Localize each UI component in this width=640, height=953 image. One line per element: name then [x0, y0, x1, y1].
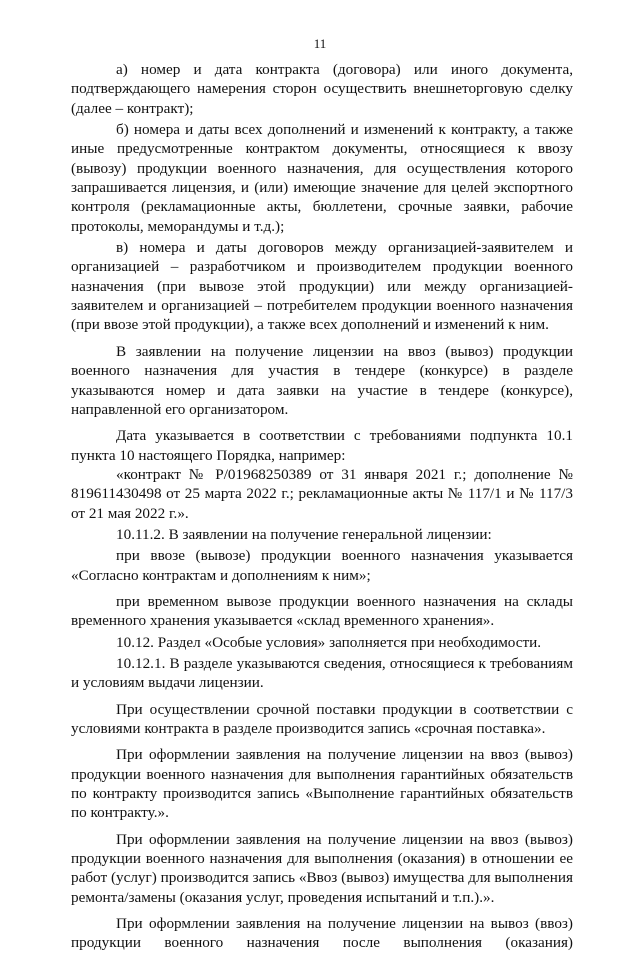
- paragraph-date-rule: Дата указывается в соответствии с требованиями подпункта 10.1 пункта 10 настоящего Порядка, например:: [71, 427, 573, 464]
- paragraph-10-12-1: 10.12.1. В разделе указываются сведения, относящиеся к требованиям и условиям выдачи лицензии.: [71, 654, 573, 692]
- page-number: 11: [313, 36, 327, 51]
- paragraph-urgent-delivery: При осуществлении срочной поставки продукции в соответствии с условиями контракта в разделе производится запись «срочная поставка».: [71, 700, 573, 737]
- paragraph-tender: В заявлении на получение лицензии на ввоз (вывоз) продукции военного назначения для участия в тендере (конкурсе) в разделе указываются номер и дата заявки на участие в тендере (конкурсе), направленной его организатором.: [71, 342, 573, 418]
- paragraph-a: а) номер и дата контракта (договора) или иного документа, подтверждающего намерения сторон осуществить внешнеторговую сделку (далее – контракт);: [71, 61, 573, 117]
- paragraph-10-12: 10.12. Раздел «Особые условия» заполняется при необходимости.: [116, 633, 542, 651]
- paragraph-warranty: При оформлении заявления на получение лицензии на ввоз (вывоз) продукции военного назначения для выполнения гарантийных обязательств по контракту производится запись «Выполнение гарантийных обязательств по контракту.».: [71, 746, 573, 822]
- paragraph-v: в) номера и даты договоров между организацией-заявителем и организацией – разработчиком и производителем продукции военного назначения (при вывозе этой продукции) или между организацией-заявителем и организацией – потребителем продукции военного назначения (при ввозе этой продукции), а также всех дополнений и изменений к ним.: [71, 239, 573, 334]
- paragraph-after-services: При оформлении заявления на получение лицензии на вывоз (ввоз) продукции военного назначения после выполнения (оказания): [71, 915, 573, 952]
- paragraph-b: б) номера и даты всех дополнений и изменений к контракту, а также иные предусмотренные контрактом документы, относящиеся к ввозу (вывозу) продукции военного назначения, для осуществления которого запрашивается лицензия, и (или) имеющие значение для целей экспортного контроля (рекламационные акты, бюллетени, срочные заявки, рабочие протоколы, меморандумы и т.д.);: [71, 121, 573, 235]
- paragraph-temporary-export: при временном вывозе продукции военного назначения на склады временного хранения указывается «склад временного хранения».: [71, 592, 573, 630]
- paragraph-import-export: при ввозе (вывозе) продукции военного назначения указывается «Согласно контрактам и дополнениям к ним»;: [71, 547, 573, 584]
- paragraph-10-11-2: 10.11.2. В заявлении на получение генеральной лицензии:: [116, 525, 492, 543]
- paragraph-repair: При оформлении заявления на получение лицензии на ввоз (вывоз) продукции военного назначения для выполнения (оказания) в отношении ее работ (услуг) производится запись «Ввоз (вывоз) имущества для выполнения ремонта/замены (оказания услуг, проведения испытаний и т.п.).».: [71, 830, 573, 906]
- paragraph-example: «контракт № Р/01968250389 от 31 января 2021 г.; дополнение № 819611430498 от 25 марта 2022 г.; рекламационные акты № 117/1 и № 117/3 от 21 мая 2022 г.».: [71, 465, 573, 522]
- document-body: [71, 60, 573, 953]
